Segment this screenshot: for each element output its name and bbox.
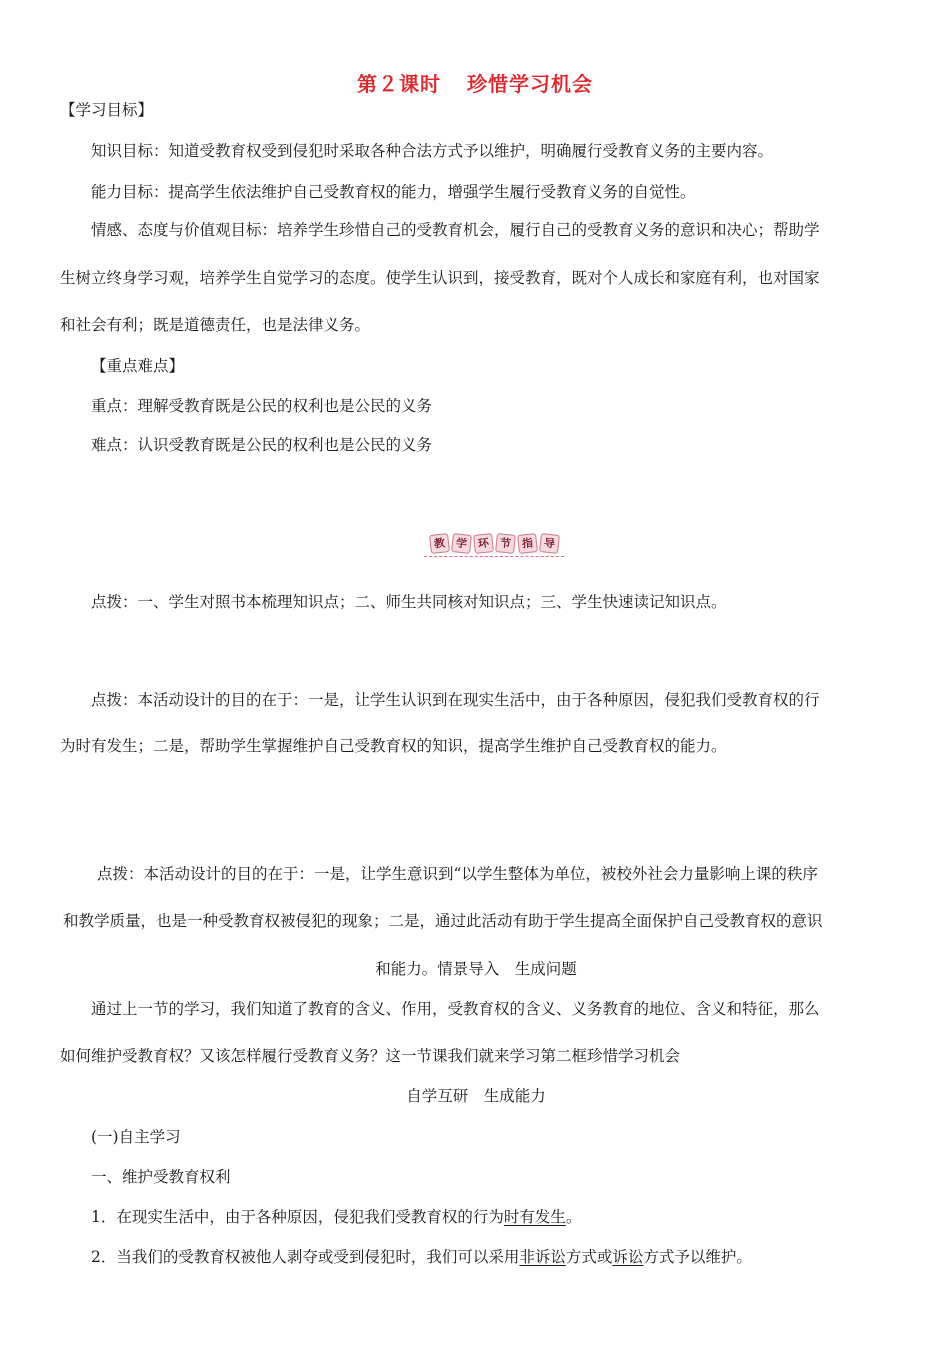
banner-char: 学 (451, 533, 472, 554)
item2-answer-2: 诉讼 (612, 1248, 644, 1266)
banner-char: 环 (473, 533, 494, 554)
lesson-name: 珍惜学习机会 (467, 72, 593, 96)
banner-char: 导 (539, 533, 560, 554)
tip-1: 点拨：一、学生对照书本梳理知识点；二、师生共同核对知识点；三、学生快速读记知识点。 (91, 593, 727, 611)
item1-text: 1．在现实生活中，由于各种原因，侵犯我们受教育权的行为 (91, 1208, 504, 1226)
item2-mid: 方式或 (565, 1248, 613, 1266)
self-study-item-2 (91, 1246, 892, 1268)
tip-2-line2: 为时有发生；二是，帮助学生掌握维护自己受教育权的知识，提高学生维护自己受教育权的能力。 (60, 737, 727, 755)
self-study-item-1 (91, 1206, 892, 1228)
banner-char: 指 (517, 533, 538, 554)
banner-char: 节 (495, 533, 516, 554)
tip-3-line1: 点拨：本活动设计的目的在于：一是，让学生意识到“以学生整体为单位，被校外社会力量影响上课的秩序 (97, 865, 818, 883)
item2-text: 2．当我们的受教育权被他人剥夺或受到侵犯时，我们可以采用 (91, 1248, 520, 1266)
difficult-point: 难点：认识受教育既是公民的权利也是公民的义务 (91, 436, 433, 454)
key-point: 重点：理解受教育既是公民的权利也是公民的义务 (91, 397, 433, 415)
emotion-objective-line1: 情感、态度与价值观目标：培养学生珍惜自己的受教育机会，履行自己的受教育义务的意识和决心；帮助学 (91, 221, 820, 239)
emotion-objective-line2: 生树立终身学习观，培养学生自觉学习的态度。使学生认识到，接受教育，既对个人成长和家庭有利，也对国家 (60, 269, 820, 287)
item2-answer-1: 非诉讼 (519, 1248, 566, 1266)
self-study-heading: (一)自主学习 (91, 1128, 181, 1146)
tip-3-line3: 和能力。情景导入 生成问题 (375, 960, 577, 978)
ability-objective: 能力目标：提高学生依法维护自己受教育权的能力，增强学生履行受教育义务的自觉性。 (91, 183, 696, 201)
section-heading: 自学互研 生成能力 (406, 1087, 546, 1105)
emotion-objective-line3: 和社会有利；既是道德责任，也是法律义务。 (60, 316, 371, 334)
item1-answer: 时有发生 (503, 1208, 566, 1226)
self-study-subheading: 一、维护受教育权利 (91, 1168, 231, 1186)
tip-2-line1: 点拨：本活动设计的目的在于：一是，让学生认识到在现实生活中，由于各种原因，侵犯我们受教育权的行 (91, 691, 820, 709)
intro-line1: 通过上一节的学习，我们知道了教育的含义、作用，受教育权的含义、义务教育的地位、含义和特征，那么 (91, 1000, 820, 1018)
banner-char: 教 (429, 533, 450, 554)
tip-3-line2: 和教学质量，也是一种受教育权被侵犯的现象；二是，通过此活动有助于学生提高全面保护自己受教育权的意识 (63, 912, 823, 930)
teaching-guide-banner (424, 530, 564, 556)
intro-line2: 如何维护受教育权？又该怎样履行受教育义务？这一节课我们就来学习第二框珍惜学习机会 (60, 1047, 681, 1065)
knowledge-objective: 知识目标：知道受教育权受到侵犯时采取各种合法方式予以维护，明确履行受教育义务的主要内容。 (91, 142, 774, 160)
keypoints-heading: 【重点难点】 (91, 357, 185, 375)
item2-suffix: 方式予以维护。 (643, 1248, 752, 1266)
item1-suffix: 。 (565, 1208, 582, 1226)
objectives-heading: 【学习目标】 (60, 101, 154, 119)
banner-underline (424, 556, 564, 557)
lesson-number: 第２课时 (357, 72, 441, 96)
lesson-title (0, 68, 950, 97)
